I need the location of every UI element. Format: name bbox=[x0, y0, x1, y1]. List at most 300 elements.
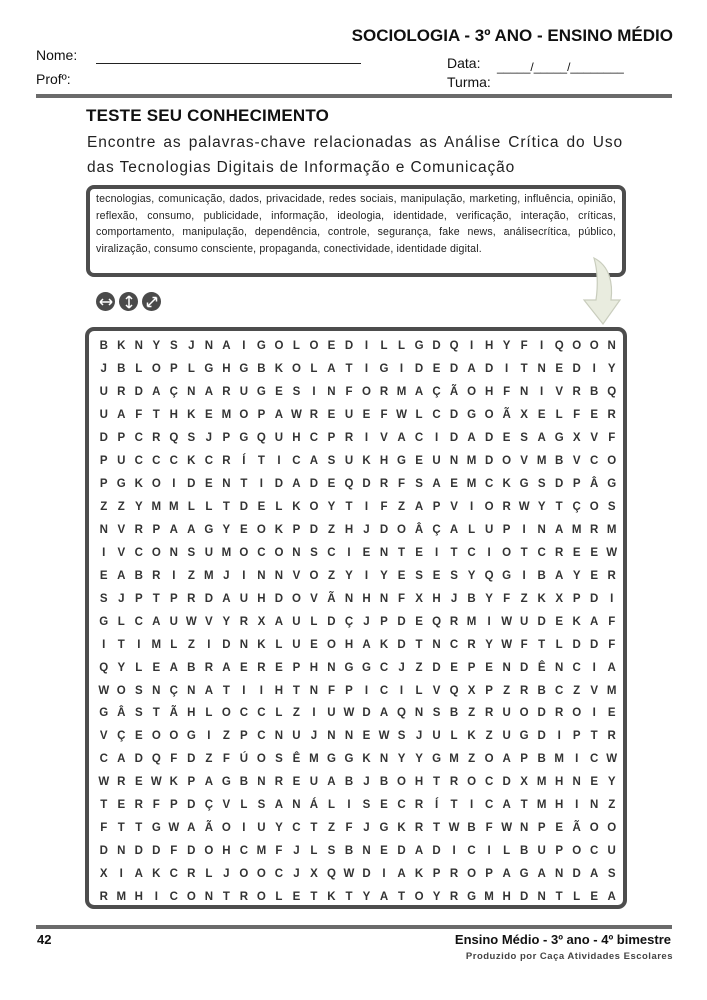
grid-letter[interactable]: F bbox=[573, 409, 581, 422]
grid-letter[interactable]: A bbox=[362, 638, 371, 651]
grid-letter[interactable]: D bbox=[187, 478, 196, 491]
grid-letter[interactable]: Y bbox=[467, 569, 476, 582]
grid-letter[interactable]: G bbox=[607, 478, 617, 491]
grid-letter[interactable]: X bbox=[520, 409, 528, 422]
grid-letter[interactable]: B bbox=[537, 684, 546, 697]
grid-letter[interactable]: Ç bbox=[117, 730, 126, 743]
grid-letter[interactable]: M bbox=[536, 776, 547, 789]
grid-letter[interactable]: S bbox=[607, 868, 616, 881]
grid-letter[interactable]: L bbox=[310, 845, 318, 858]
grid-letter[interactable]: T bbox=[450, 799, 458, 812]
grid-letter[interactable]: E bbox=[555, 363, 563, 376]
grid-letter[interactable]: Q bbox=[344, 478, 354, 491]
grid-letter[interactable]: O bbox=[589, 501, 599, 514]
grid-letter[interactable]: H bbox=[555, 799, 564, 812]
grid-letter[interactable]: Y bbox=[485, 592, 493, 605]
grid-letter[interactable]: J bbox=[223, 569, 230, 582]
grid-letter[interactable]: M bbox=[256, 845, 267, 858]
grid-letter[interactable]: R bbox=[117, 386, 126, 399]
grid-letter[interactable]: I bbox=[592, 363, 596, 376]
grid-letter[interactable]: O bbox=[484, 409, 494, 422]
grid-letter[interactable]: Y bbox=[572, 569, 581, 582]
grid-letter[interactable]: W bbox=[185, 615, 197, 628]
grid-letter[interactable]: N bbox=[414, 707, 424, 720]
grid-letter[interactable]: U bbox=[239, 592, 249, 605]
grid-letter[interactable]: Z bbox=[187, 638, 195, 651]
grid-letter[interactable]: I bbox=[364, 501, 369, 514]
grid-letter[interactable]: F bbox=[485, 822, 493, 835]
grid-letter[interactable]: X bbox=[257, 615, 266, 628]
grid-letter[interactable]: H bbox=[502, 890, 511, 903]
grid-letter[interactable]: G bbox=[344, 661, 354, 674]
grid-letter[interactable]: F bbox=[170, 845, 178, 858]
grid-letter[interactable]: Z bbox=[503, 684, 511, 697]
grid-letter[interactable]: I bbox=[259, 478, 263, 491]
grid-letter[interactable]: T bbox=[520, 799, 528, 812]
grid-letter[interactable]: U bbox=[309, 776, 319, 789]
grid-letter[interactable]: W bbox=[501, 638, 513, 651]
grid-letter[interactable]: Q bbox=[449, 340, 459, 353]
grid-letter[interactable]: O bbox=[274, 546, 284, 559]
grid-letter[interactable]: I bbox=[119, 868, 123, 881]
grid-letter[interactable]: Q bbox=[554, 340, 564, 353]
grid-letter[interactable]: G bbox=[502, 569, 512, 582]
grid-letter[interactable]: C bbox=[590, 753, 599, 766]
grid-letter[interactable]: Ã bbox=[327, 592, 336, 605]
grid-letter[interactable]: O bbox=[256, 868, 266, 881]
grid-letter[interactable]: S bbox=[432, 707, 441, 720]
grid-letter[interactable]: D bbox=[344, 340, 354, 353]
grid-letter[interactable]: G bbox=[239, 363, 249, 376]
grid-letter[interactable]: G bbox=[519, 730, 529, 743]
grid-letter[interactable]: R bbox=[99, 890, 108, 903]
grid-letter[interactable]: G bbox=[99, 615, 109, 628]
grid-letter[interactable]: H bbox=[484, 340, 494, 353]
grid-letter[interactable]: J bbox=[118, 592, 125, 605]
grid-letter[interactable]: N bbox=[555, 868, 564, 881]
grid-letter[interactable]: F bbox=[520, 340, 528, 353]
grid-letter[interactable]: X bbox=[572, 432, 581, 445]
grid-letter[interactable]: P bbox=[187, 776, 196, 789]
grid-letter[interactable]: R bbox=[414, 799, 424, 812]
grid-letter[interactable]: P bbox=[117, 432, 126, 445]
grid-letter[interactable]: E bbox=[362, 409, 371, 422]
grid-letter[interactable]: O bbox=[204, 845, 214, 858]
grid-letter[interactable]: E bbox=[432, 363, 441, 376]
grid-letter[interactable]: B bbox=[590, 386, 599, 399]
grid-letter[interactable]: R bbox=[590, 523, 599, 536]
grid-letter[interactable]: E bbox=[415, 546, 423, 559]
grid-letter[interactable]: T bbox=[135, 822, 143, 835]
grid-letter[interactable]: Ç bbox=[344, 615, 354, 628]
grid-letter[interactable]: F bbox=[520, 638, 528, 651]
grid-letter[interactable]: R bbox=[117, 776, 126, 789]
grid-letter[interactable]: C bbox=[134, 546, 143, 559]
grid-letter[interactable]: I bbox=[364, 684, 369, 697]
grid-letter[interactable]: E bbox=[590, 409, 599, 422]
grid-letter[interactable]: P bbox=[169, 799, 178, 812]
grid-letter[interactable]: T bbox=[310, 890, 318, 903]
grid-letter[interactable]: O bbox=[572, 707, 582, 720]
grid-letter[interactable]: T bbox=[398, 890, 406, 903]
grid-letter[interactable]: V bbox=[99, 730, 108, 743]
grid-letter[interactable]: K bbox=[169, 776, 178, 789]
grid-letter[interactable]: E bbox=[502, 432, 511, 445]
grid-letter[interactable]: E bbox=[240, 661, 248, 674]
grid-letter[interactable]: A bbox=[432, 478, 441, 491]
grid-letter[interactable]: Y bbox=[432, 890, 441, 903]
grid-letter[interactable]: D bbox=[432, 340, 441, 353]
grid-letter[interactable]: I bbox=[207, 730, 211, 743]
grid-letter[interactable]: J bbox=[100, 363, 107, 376]
grid-letter[interactable]: E bbox=[555, 822, 563, 835]
grid-letter[interactable]: O bbox=[467, 776, 477, 789]
grid-letter[interactable]: K bbox=[134, 478, 143, 491]
grid-letter[interactable]: R bbox=[379, 478, 389, 491]
grid-letter[interactable]: F bbox=[327, 684, 335, 697]
grid-letter[interactable]: F bbox=[345, 822, 353, 835]
grid-letter[interactable]: N bbox=[292, 546, 301, 559]
grid-letter[interactable]: F bbox=[222, 753, 230, 766]
grid-letter[interactable]: D bbox=[309, 478, 319, 491]
grid-letter[interactable]: C bbox=[449, 638, 459, 651]
grid-letter[interactable]: I bbox=[259, 684, 263, 697]
grid-letter[interactable]: D bbox=[274, 478, 284, 491]
grid-letter[interactable]: W bbox=[150, 776, 162, 789]
grid-letter[interactable]: I bbox=[522, 523, 526, 536]
grid-letter[interactable]: U bbox=[344, 455, 354, 468]
grid-letter[interactable]: G bbox=[432, 753, 442, 766]
grid-letter[interactable]: N bbox=[222, 478, 231, 491]
grid-letter[interactable]: O bbox=[414, 890, 424, 903]
grid-letter[interactable]: R bbox=[607, 569, 616, 582]
grid-letter[interactable]: L bbox=[468, 523, 476, 536]
grid-letter[interactable]: T bbox=[520, 363, 528, 376]
grid-letter[interactable]: D bbox=[572, 868, 581, 881]
grid-letter[interactable]: Z bbox=[292, 707, 300, 720]
grid-letter[interactable]: I bbox=[102, 546, 106, 559]
grid-letter[interactable]: R bbox=[222, 386, 231, 399]
grid-letter[interactable]: E bbox=[117, 799, 126, 812]
grid-letter[interactable]: P bbox=[485, 684, 493, 697]
grid-letter[interactable]: L bbox=[275, 638, 283, 651]
grid-letter[interactable]: T bbox=[538, 638, 546, 651]
grid-letter[interactable]: F bbox=[380, 409, 388, 422]
grid-letter[interactable]: A bbox=[327, 776, 336, 789]
grid-letter[interactable]: K bbox=[467, 730, 476, 743]
grid-letter[interactable]: K bbox=[187, 455, 196, 468]
grid-letter[interactable]: R bbox=[449, 615, 459, 628]
grid-letter[interactable]: L bbox=[205, 707, 213, 720]
grid-letter[interactable]: D bbox=[572, 363, 581, 376]
grid-letter[interactable]: M bbox=[396, 386, 407, 399]
grid-letter[interactable]: P bbox=[345, 684, 353, 697]
grid-letter[interactable]: E bbox=[555, 615, 563, 628]
grid-letter[interactable]: L bbox=[555, 409, 563, 422]
grid-letter[interactable]: F bbox=[503, 386, 511, 399]
grid-letter[interactable]: U bbox=[292, 615, 301, 628]
grid-letter[interactable]: O bbox=[151, 546, 161, 559]
grid-letter[interactable]: I bbox=[522, 569, 526, 582]
grid-letter[interactable]: W bbox=[396, 409, 407, 422]
grid-letter[interactable]: R bbox=[379, 386, 389, 399]
grid-letter[interactable]: H bbox=[169, 409, 178, 422]
grid-letter[interactable]: Y bbox=[415, 753, 423, 766]
grid-letter[interactable]: A bbox=[222, 661, 231, 674]
grid-letter[interactable]: G bbox=[397, 455, 406, 468]
grid-letter[interactable]: U bbox=[292, 730, 301, 743]
grid-letter[interactable]: N bbox=[519, 386, 529, 399]
grid-letter[interactable]: O bbox=[519, 707, 529, 720]
grid-letter[interactable]: S bbox=[310, 546, 318, 559]
grid-letter[interactable]: I bbox=[277, 455, 281, 468]
grid-letter[interactable]: V bbox=[117, 546, 126, 559]
grid-letter[interactable]: T bbox=[292, 684, 300, 697]
grid-letter[interactable]: O bbox=[274, 340, 284, 353]
grid-letter[interactable]: B bbox=[257, 363, 266, 376]
grid-letter[interactable]: R bbox=[309, 409, 319, 422]
grid-letter[interactable]: D bbox=[590, 592, 599, 605]
grid-letter[interactable]: Y bbox=[502, 340, 511, 353]
grid-letter[interactable]: I bbox=[592, 661, 596, 674]
grid-letter[interactable]: N bbox=[555, 661, 564, 674]
grid-letter[interactable]: L bbox=[380, 340, 388, 353]
grid-letter[interactable]: T bbox=[152, 409, 160, 422]
grid-letter[interactable]: T bbox=[257, 455, 265, 468]
grid-letter[interactable]: G bbox=[256, 386, 266, 399]
grid-letter[interactable]: E bbox=[134, 730, 143, 743]
grid-letter[interactable]: A bbox=[607, 890, 616, 903]
grid-letter[interactable]: F bbox=[608, 638, 616, 651]
grid-letter[interactable]: R bbox=[449, 868, 459, 881]
grid-letter[interactable]: R bbox=[502, 501, 511, 514]
grid-letter[interactable]: Z bbox=[117, 501, 125, 514]
grid-letter[interactable]: A bbox=[467, 363, 476, 376]
grid-letter[interactable]: D bbox=[449, 363, 459, 376]
grid-letter[interactable]: G bbox=[116, 478, 126, 491]
grid-letter[interactable]: U bbox=[607, 845, 616, 858]
grid-letter[interactable]: T bbox=[222, 684, 230, 697]
grid-letter[interactable]: I bbox=[382, 868, 386, 881]
grid-letter[interactable]: V bbox=[117, 523, 126, 536]
grid-letter[interactable]: A bbox=[414, 501, 424, 514]
grid-letter[interactable]: R bbox=[239, 890, 249, 903]
grid-letter[interactable]: T bbox=[310, 822, 318, 835]
grid-letter[interactable]: R bbox=[607, 730, 616, 743]
grid-letter[interactable]: T bbox=[433, 822, 441, 835]
grid-letter[interactable]: R bbox=[204, 661, 213, 674]
grid-letter[interactable]: R bbox=[134, 523, 143, 536]
grid-letter[interactable]: U bbox=[99, 386, 108, 399]
grid-letter[interactable]: B bbox=[555, 455, 564, 468]
grid-letter[interactable]: T bbox=[345, 363, 353, 376]
grid-letter[interactable]: Ê bbox=[292, 753, 301, 766]
grid-letter[interactable]: M bbox=[571, 523, 582, 536]
grid-letter[interactable]: D bbox=[397, 845, 406, 858]
grid-letter[interactable]: S bbox=[275, 753, 283, 766]
grid-letter[interactable]: D bbox=[502, 776, 511, 789]
grid-letter[interactable]: I bbox=[347, 546, 351, 559]
grid-letter[interactable]: N bbox=[274, 730, 284, 743]
grid-letter[interactable]: C bbox=[134, 455, 143, 468]
grid-letter[interactable]: Y bbox=[117, 661, 126, 674]
grid-letter[interactable]: A bbox=[117, 569, 126, 582]
grid-letter[interactable]: A bbox=[274, 409, 284, 422]
grid-letter[interactable]: R bbox=[467, 638, 476, 651]
grid-letter[interactable]: S bbox=[362, 799, 371, 812]
grid-letter[interactable]: S bbox=[187, 546, 196, 559]
grid-letter[interactable]: O bbox=[151, 363, 161, 376]
grid-letter[interactable]: Q bbox=[432, 615, 442, 628]
grid-letter[interactable]: I bbox=[172, 478, 176, 491]
grid-letter[interactable]: M bbox=[536, 799, 547, 812]
grid-letter[interactable]: Y bbox=[397, 753, 406, 766]
grid-letter[interactable]: D bbox=[239, 501, 249, 514]
grid-letter[interactable]: T bbox=[520, 546, 528, 559]
grid-letter[interactable]: D bbox=[99, 432, 108, 445]
grid-letter[interactable]: P bbox=[240, 730, 248, 743]
grid-letter[interactable]: O bbox=[151, 478, 161, 491]
grid-letter[interactable]: K bbox=[274, 363, 284, 376]
grid-letter[interactable]: B bbox=[519, 845, 529, 858]
grid-letter[interactable]: J bbox=[188, 340, 195, 353]
grid-letter[interactable]: Y bbox=[275, 822, 283, 835]
grid-letter[interactable]: I bbox=[469, 501, 474, 514]
grid-letter[interactable]: Y bbox=[327, 501, 336, 514]
grid-letter[interactable]: E bbox=[327, 478, 336, 491]
grid-letter[interactable]: C bbox=[590, 845, 599, 858]
grid-letter[interactable]: N bbox=[502, 661, 511, 674]
grid-letter[interactable]: M bbox=[449, 753, 459, 766]
grid-letter[interactable]: F bbox=[398, 592, 406, 605]
grid-letter[interactable]: X bbox=[310, 868, 318, 881]
grid-letter[interactable]: A bbox=[327, 363, 336, 376]
grid-letter[interactable]: R bbox=[414, 822, 424, 835]
grid-letter[interactable]: E bbox=[397, 569, 406, 582]
grid-letter[interactable]: D bbox=[519, 661, 529, 674]
grid-letter[interactable]: G bbox=[362, 661, 371, 674]
grid-letter[interactable]: R bbox=[239, 615, 249, 628]
grid-letter[interactable]: C bbox=[99, 753, 108, 766]
grid-letter[interactable]: O bbox=[151, 730, 161, 743]
grid-letter[interactable]: V bbox=[432, 684, 441, 697]
grid-letter[interactable]: V bbox=[205, 615, 213, 628]
grid-letter[interactable]: B bbox=[187, 661, 196, 674]
grid-letter[interactable]: J bbox=[415, 730, 423, 743]
grid-letter[interactable]: R bbox=[555, 707, 564, 720]
grid-letter[interactable]: Z bbox=[398, 501, 406, 514]
grid-letter[interactable]: Z bbox=[222, 730, 230, 743]
grid-letter[interactable]: I bbox=[207, 638, 211, 651]
grid-letter[interactable]: R bbox=[555, 546, 564, 559]
grid-letter[interactable]: Í bbox=[434, 799, 439, 812]
grid-letter[interactable]: O bbox=[239, 409, 249, 422]
grid-letter[interactable]: N bbox=[537, 890, 546, 903]
grid-letter[interactable]: W bbox=[168, 822, 180, 835]
grid-letter[interactable]: E bbox=[380, 845, 388, 858]
grid-letter[interactable]: O bbox=[221, 822, 231, 835]
grid-letter[interactable]: P bbox=[292, 523, 301, 536]
grid-letter[interactable]: N bbox=[292, 799, 301, 812]
grid-letter[interactable]: G bbox=[379, 822, 389, 835]
grid-letter[interactable]: S bbox=[99, 592, 108, 605]
grid-letter[interactable]: W bbox=[501, 822, 513, 835]
grid-letter[interactable]: F bbox=[170, 753, 178, 766]
grid-letter[interactable]: Q bbox=[99, 661, 109, 674]
grid-letter[interactable]: A bbox=[537, 868, 546, 881]
grid-letter[interactable]: A bbox=[292, 478, 301, 491]
grid-letter[interactable]: N bbox=[607, 340, 616, 353]
grid-letter[interactable]: D bbox=[537, 730, 546, 743]
grid-letter[interactable]: Z bbox=[485, 730, 493, 743]
grid-letter[interactable]: O bbox=[607, 455, 617, 468]
grid-letter[interactable]: L bbox=[205, 868, 213, 881]
grid-letter[interactable]: Ê bbox=[537, 661, 546, 674]
grid-letter[interactable]: A bbox=[414, 386, 424, 399]
grid-letter[interactable]: K bbox=[152, 868, 161, 881]
grid-letter[interactable]: Q bbox=[169, 432, 179, 445]
grid-letter[interactable]: C bbox=[204, 455, 213, 468]
grid-letter[interactable]: M bbox=[151, 501, 162, 514]
grid-letter[interactable]: I bbox=[557, 730, 561, 743]
grid-letter[interactable]: N bbox=[239, 638, 249, 651]
grid-letter[interactable]: L bbox=[205, 501, 213, 514]
grid-letter[interactable]: U bbox=[169, 615, 178, 628]
grid-letter[interactable]: C bbox=[555, 684, 564, 697]
grid-letter[interactable]: G bbox=[554, 432, 564, 445]
grid-letter[interactable]: H bbox=[432, 592, 441, 605]
grid-letter[interactable]: D bbox=[379, 523, 389, 536]
grid-letter[interactable]: O bbox=[169, 730, 179, 743]
grid-letter[interactable]: D bbox=[432, 845, 441, 858]
nome-input-line[interactable] bbox=[96, 63, 361, 64]
grid-letter[interactable]: F bbox=[345, 386, 353, 399]
grid-letter[interactable]: X bbox=[555, 592, 563, 605]
grid-letter[interactable]: I bbox=[399, 684, 404, 697]
grid-letter[interactable]: T bbox=[152, 592, 160, 605]
grid-letter[interactable]: S bbox=[187, 432, 196, 445]
grid-letter[interactable]: P bbox=[134, 592, 143, 605]
grid-letter[interactable]: E bbox=[590, 569, 599, 582]
grid-letter[interactable]: Z bbox=[205, 753, 213, 766]
grid-letter[interactable]: I bbox=[399, 363, 404, 376]
grid-letter[interactable]: S bbox=[169, 340, 178, 353]
grid-letter[interactable]: Ú bbox=[239, 753, 249, 766]
grid-letter[interactable]: T bbox=[240, 478, 248, 491]
grid-letter[interactable]: G bbox=[99, 707, 109, 720]
grid-letter[interactable]: M bbox=[169, 501, 179, 514]
grid-letter[interactable]: G bbox=[467, 890, 477, 903]
grid-letter[interactable]: H bbox=[134, 890, 143, 903]
grid-letter[interactable]: I bbox=[242, 569, 246, 582]
grid-letter[interactable]: A bbox=[274, 799, 284, 812]
grid-letter[interactable]: Q bbox=[151, 753, 161, 766]
grid-letter[interactable]: L bbox=[275, 501, 283, 514]
grid-letter[interactable]: H bbox=[414, 776, 424, 789]
grid-letter[interactable]: T bbox=[117, 638, 125, 651]
grid-letter[interactable]: D bbox=[484, 455, 494, 468]
grid-letter[interactable]: A bbox=[555, 569, 564, 582]
grid-letter[interactable]: S bbox=[397, 730, 406, 743]
grid-letter[interactable]: L bbox=[135, 363, 143, 376]
grid-letter[interactable]: Ç bbox=[204, 799, 213, 812]
grid-letter[interactable]: I bbox=[364, 340, 369, 353]
grid-letter[interactable]: I bbox=[364, 569, 369, 582]
grid-letter[interactable]: Q bbox=[256, 432, 266, 445]
grid-letter[interactable]: A bbox=[169, 523, 178, 536]
grid-letter[interactable]: V bbox=[450, 501, 458, 514]
grid-letter[interactable]: I bbox=[540, 386, 544, 399]
